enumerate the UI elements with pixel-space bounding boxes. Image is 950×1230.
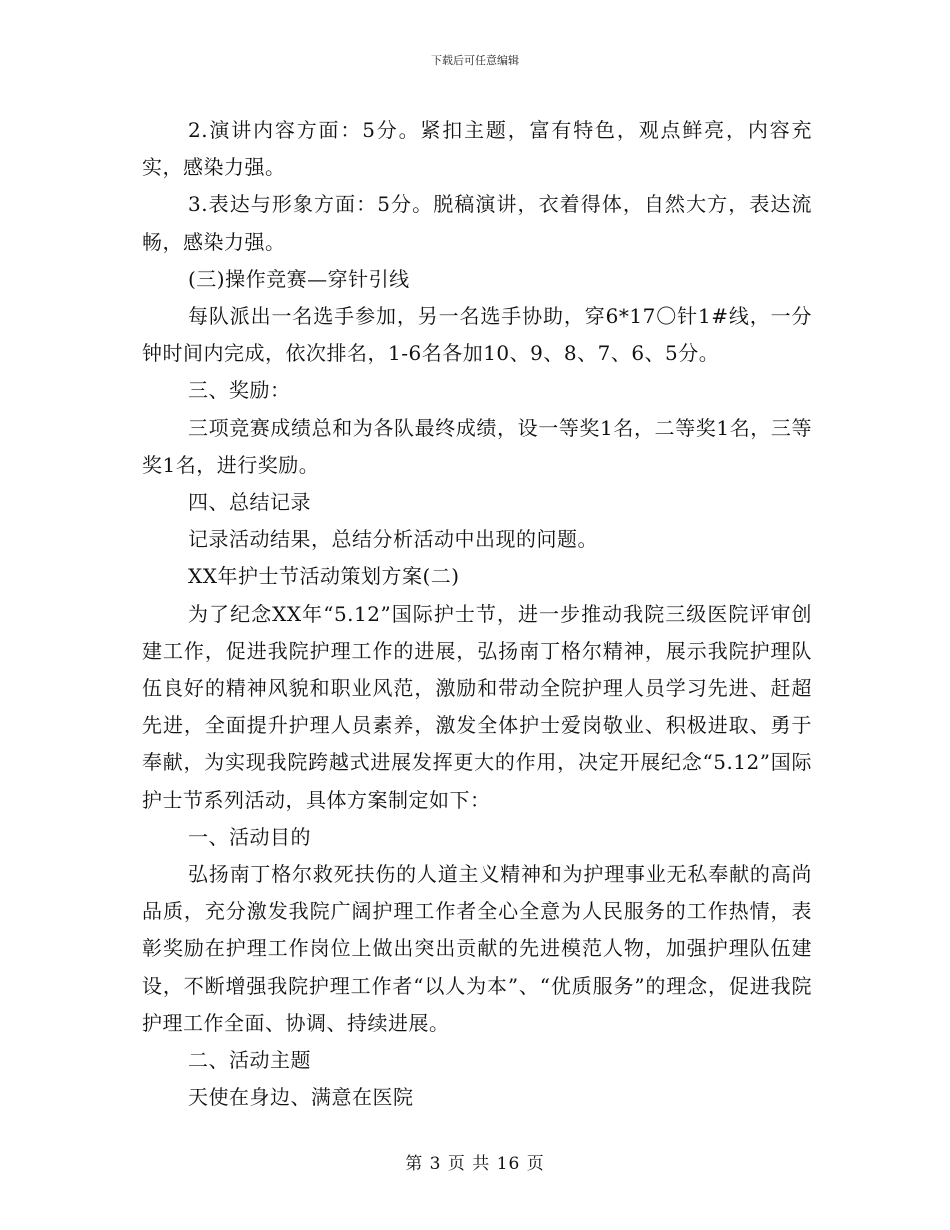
heading-rewards: 三、奖励： <box>188 378 291 403</box>
paragraph-threading-rules: 每队派出一名选手参加，另一名选手协助，穿6*17〇针1#线，一分钟时间内完成，依次排名，1-6名各加10、9、8、7、6、5分。 <box>142 304 812 366</box>
paragraph-plan-intro: 为了纪念XX年“5.12”国际护士节，进一步推动我院三级医院评审创建工作，促进我院护理工作的进展，弘扬南丁格尔精神，展示我院护理队伍良好的精神风貌和职业风范，激励和带动全院护理人员学习先进、赶超先进，全面提升护理人员素养，激发全体护士爱岗敬业、积极进取、勇于奉献，为实现我院跨越式进展发挥更大的作用，决定开展纪念“5.12”国际护士节系列活动，具体方案制定如下： <box>142 601 812 812</box>
paragraph-rewards: 三项竞赛成绩总和为各队最终成绩，设一等奖1名，二等奖1名，三等奖1名，进行奖励。 <box>142 415 812 477</box>
heading-operation-contest: (三)操作竞赛—穿针引线 <box>188 266 410 291</box>
paragraph-activity-theme: 天使在身边、满意在医院 <box>188 1085 414 1110</box>
heading-activity-purpose: 一、活动目的 <box>188 824 311 849</box>
heading-plan-two: XX年护士节活动策划方案(二) <box>188 564 460 589</box>
paragraph-summary-record: 记录活动结果，总结分析活动中出现的问题。 <box>188 527 598 552</box>
document-body <box>142 112 812 1116</box>
page-header: 下载后可任意编辑 <box>431 54 519 67</box>
paragraph-speech-content: 2.演讲内容方面：5分。紧扣主题，富有特色，观点鲜亮，内容充实，感染力强。 <box>142 118 812 180</box>
page-footer: 第 3 页 共 16 页 <box>405 1154 545 1174</box>
heading-summary-record: 四、总结记录 <box>188 490 311 515</box>
paragraph-activity-purpose: 弘扬南丁格尔救死扶伤的人道主义精神和为护理事业无私奉献的高尚品质，充分激发我院广阔护理工作者全心全意为人民服务的工作热情，表彰奖励在护理工作岗位上做出突出贡献的先进模范人物，加强护理队伍建设，不断增强我院护理工作者“以人为本”、“优质服务”的理念，促进我院护理工作全面、协调、持续进展。 <box>142 862 812 1035</box>
paragraph-expression-image: 3.表达与形象方面：5分。脱稿演讲，衣着得体，自然大方，表达流畅，感染力强。 <box>142 192 812 254</box>
heading-activity-theme: 二、活动主题 <box>188 1048 311 1073</box>
